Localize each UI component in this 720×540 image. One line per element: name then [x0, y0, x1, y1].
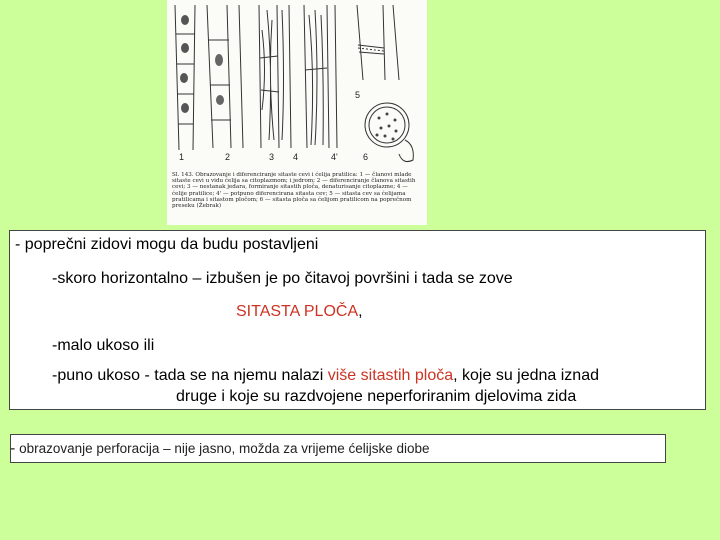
figure-label-3: 3	[269, 152, 275, 162]
figure-label-4-prime: 4'	[331, 152, 338, 162]
text-line-5	[52, 367, 599, 385]
note-text: obrazovanje perforacija – nije jasno, možda za vrijeme ćelijske diobe	[15, 441, 430, 456]
text-line-1: - poprečni zidovi mogu da budu postavljeni	[15, 236, 319, 253]
text-line-5-end: , koje su jedna iznad	[453, 367, 599, 384]
perforation-note	[10, 440, 430, 458]
text-line-5-start: -puno ukoso - tada se na njemu nalazi	[52, 367, 328, 384]
text-line-6: druge i koje su razdvojene neperforiranim djelovima zida	[176, 388, 577, 405]
figure-caption: Sl. 143. Obrazovanje i diferenciranje sitaste cevi i ćelija pratilica: 1 — članovi mlade sitaste cevi u vidu ćelija sa citoplazmom; i jedrom; 2 — diferenciranje članova sitastih cevi; 3 — nestanak jedara, formiranje sitastih ploča, denaturisanje citoplazme; 4 — ćelije pratilice; 4' — potpuno diferencirana sitasta cev; 5 — sitasta cev sa ćelijama pratilicama i sitastom pločom; 6 — sitasta ploča sa ćelijom pratilicom na poprečnom preseku (Žebrak)	[172, 172, 416, 210]
text-line-3	[236, 303, 363, 321]
note-dash: -	[10, 440, 16, 457]
text-line-4: -malo ukoso ili	[52, 337, 155, 354]
sieve-plate-term: SITASTA PLOČA	[236, 303, 359, 320]
figure-label-1: 1	[179, 152, 185, 162]
comma: ,	[358, 303, 363, 320]
botanical-illustration	[167, 0, 427, 225]
figure-label-5: 5	[355, 90, 361, 100]
figure-label-2: 2	[225, 152, 231, 162]
text-line-2: -skoro horizontalno – izbušen je po čitavoj površini i tada se zove	[52, 270, 513, 287]
multiple-sieve-plates-term: više sitastih ploča	[327, 367, 454, 384]
figure-label-4: 4	[293, 152, 299, 162]
figure-label-6: 6	[363, 152, 369, 162]
